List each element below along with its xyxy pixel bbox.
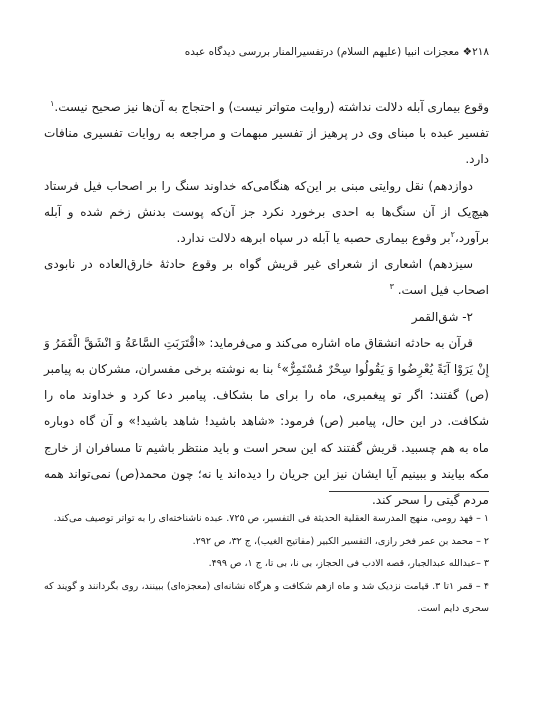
footnote-ref[interactable]: ٢ — [450, 230, 455, 240]
paragraph-text: سیزدهم) اشعاری از شعرای غیر قریش گواه بر وقوع حادثهٔ خارق‌العاده در نابودی اصحاب فیل است. — [44, 257, 489, 298]
paragraph — [44, 94, 489, 120]
footnote-4: ۴ – قمر ١تا ٣. قیامت نزدیک شد و ماه ازهم شکافت و هرگاه نشانه‌ای (معجزه‌ای) ببینند، روی بگردانند و گویند که سحری دایم است. — [44, 580, 489, 614]
page-number: ٢١٨ — [472, 46, 489, 58]
quran-quote: قرآن به حادثه انشقاق ماه اشاره می‌کند و می‌فرماید: «اقْتَرَبَتِ السَّاعَةُ وَ انْشَقَّ الْقَمَرُ وَ إِنْ يَرَوْا آيَةً يُعْرِضُوا وَ يَقُولُوا سِحْرٌ مُسْتَمِرٌّ» — [44, 335, 489, 377]
running-header — [44, 44, 489, 60]
footnote-3: ٣ –عبدالله عبدالجبار، قصه الادب فی الحجاز، بی نا، بی تا، ج ١، ص ۴٩٩. — [208, 558, 489, 569]
paragraph — [44, 330, 489, 513]
footnote-ref[interactable]: ٣ — [389, 282, 394, 292]
header-bullet-icon: ❖ — [462, 46, 473, 58]
paragraph-text: بر وقوع بیماری حصبه یا آبله در سپاه ابرهه دلالت ندارد. — [176, 231, 451, 246]
paragraph-text: دوازدهم) نقل روایتی مبنی بر این‌که هنگامی‌که خداوند سنگ را بر اصحاب فیل فرستاد هیچ‌یک از آن سنگ‌ها به احدی برخورد نکرد جز آن‌که پوست بدنش زخم شده و آبله برآورد، — [44, 178, 489, 246]
paragraph — [44, 173, 489, 252]
paragraph: تفسیر عبده با مبنای وی در پرهیز از تفسیر مبهمات و مراجعه به روایات تفسیری منافات دارد. — [44, 126, 489, 167]
footnote-ref[interactable]: ٤ — [277, 361, 282, 371]
running-title: معجزات انبیا (علیهم السلام) درتفسیرالمنار بررسی دیدگاه عبده — [184, 46, 460, 58]
section-heading: ٢- شق‌القمر — [411, 309, 473, 324]
footnote-separator — [329, 491, 489, 492]
footnote-2: ٢ – محمد بن عمر فخر رازی، التفسیر الکبیر (مفاتیح الغیب)، ج ٣٢، ص ٢٩٢. — [192, 535, 489, 547]
footnote-1: ١ – فهد رومی، منهج المدرسة العقلیة الحدیثة فی التفسیر، ص ٧٢۵. عبده ناشناخته‌ای را به تواتر توصیف می‌کند. — [53, 513, 489, 524]
paragraph — [44, 251, 489, 303]
footnote-ref[interactable]: ١ — [50, 99, 55, 108]
main-text — [44, 94, 489, 513]
paragraph-text: بنا به نوشته برخی مفسران، مشرکان به پیامبر (ص) گفتند: اگر تو پیغمبری، ماه را برای ما بشکاف. پیامبر دعا کرد و خداوند ماه را شکافت. در این حال، پیامبر (ص) فرمود: «شاهد باشید! شاهد باشید!» و آن گاه دوباره ماه به هم چسبید. قریش گفتند که این سحر است و باید منتظر باشیم تا مسافران از خارج مکه بیایند و ببینیم آیا ایشان نیز این جریان را دیده‌اند یا نه؛ چون محمد(ص) نمی‌تواند همه مردم گیتی را سحر کند. — [44, 362, 489, 508]
paragraph-text: وقوع بیماری آبله دلالت نداشته (روایت متواتر نیست) و احتجاج به آن‌ها نیز صحیح نیست. — [54, 100, 489, 114]
footnotes — [44, 508, 489, 621]
